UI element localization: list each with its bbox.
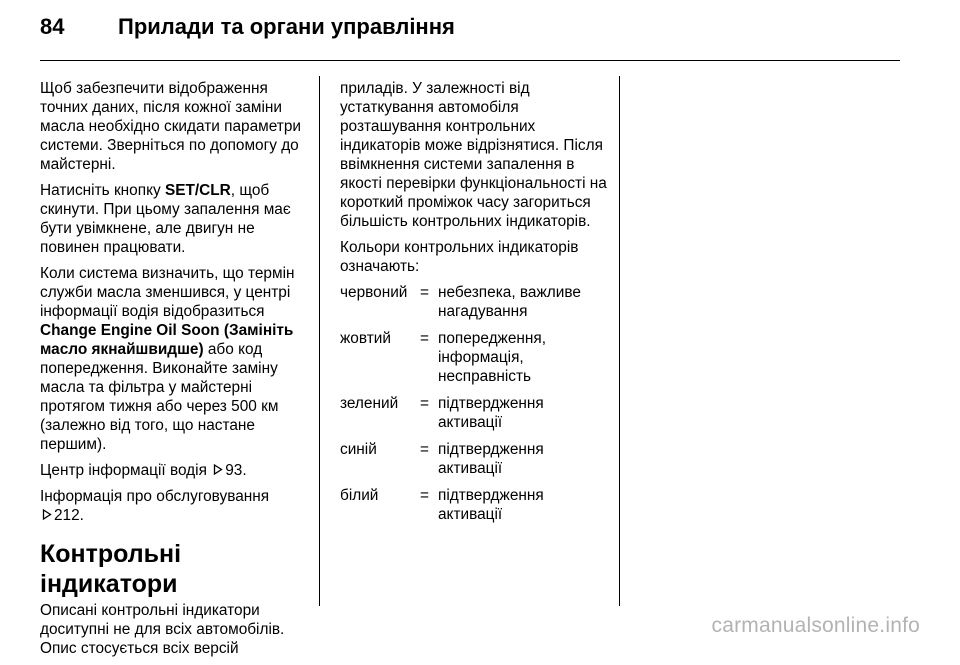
reference-driver-info-center[interactable]	[40, 461, 312, 480]
legend-color: білий	[340, 487, 379, 504]
section-heading: Контрольні індикатори	[40, 540, 182, 598]
text-segment: Інформація про обслуговування	[40, 488, 270, 505]
page-reference-icon	[213, 461, 223, 480]
legend-description: підтвердження активації	[438, 487, 544, 523]
text-segment: або код попередження. Виконайте заміну масла та фільтра у майстерні протягом тижня або через 500 км (залежно від того, що настане першим).	[40, 341, 279, 453]
watermark: carmanualsonline.info	[711, 614, 920, 637]
legend-color: жовтий	[340, 330, 391, 347]
text-segment: Центр інформації водія	[40, 462, 212, 479]
reference-page: 93.	[225, 462, 247, 479]
header-rule	[40, 60, 900, 61]
paragraph-reset-info: Щоб забезпечити відображення точних даних, після кожної заміни масла необхідно скидати параметри системи. Зверніться по допомогу до майстерні.	[40, 80, 302, 173]
legend-description: попередження, інформація, несправність	[438, 330, 547, 385]
legend-description: підтвердження активації	[438, 441, 544, 477]
legend-color: червоний	[340, 284, 408, 301]
reference-page: 212.	[54, 507, 84, 524]
legend-description: небезпека, важливе нагадування	[438, 284, 581, 320]
left-column	[40, 79, 312, 665]
middle-column	[340, 79, 612, 532]
paragraph-oil-life	[40, 264, 312, 454]
column-divider-left	[319, 76, 320, 606]
paragraph-colors-intro: Кольори контрольних індикаторів означають:	[340, 239, 579, 275]
set-clr-button-label: SET/CLR	[164, 182, 231, 199]
text-segment: Натисніть кнопку	[40, 182, 165, 199]
legend-equals: =	[420, 487, 429, 504]
color-legend	[340, 283, 612, 532]
paragraph-reset-button	[40, 181, 312, 257]
legend-equals: =	[420, 330, 429, 347]
column-divider-right	[619, 76, 620, 606]
paragraph-indicators-intro: Описані контрольні індикатори доситупні не для всіх автомобілів. Опис стосується всіх версій	[40, 602, 285, 657]
oil-change-message: Change Engine Oil Soon (Замініть масло якнайшвидше)	[40, 322, 294, 358]
text-segment: Коли система визначить, що термін служби масла зменшився, у центрі інформації водія відобразиться	[40, 265, 295, 320]
legend-equals: =	[420, 284, 429, 301]
legend-color: зелений	[340, 395, 399, 412]
legend-color: синій	[340, 441, 377, 458]
page-reference-icon	[42, 506, 52, 525]
legend-equals: =	[420, 395, 429, 412]
page-title: Прилади та органи управління	[118, 14, 455, 39]
reference-service-info[interactable]	[40, 487, 312, 525]
legend-equals: =	[420, 441, 429, 458]
page-number: 84	[40, 14, 65, 39]
legend-description: підтвердження активації	[438, 395, 544, 431]
paragraph-indicators-check: приладів. У залежності від устаткування автомобіля розташування контрольних індикаторів може відрізнятися. Після ввімкнення системи запалення в якості перевірки функціональності на короткий проміжок часу загориться більшість контрольних індикаторів.	[340, 80, 607, 230]
text-segment: , щоб скинути. При цьому запалення має бути увімкнене, але двигун не повинен працювати.	[40, 182, 291, 256]
